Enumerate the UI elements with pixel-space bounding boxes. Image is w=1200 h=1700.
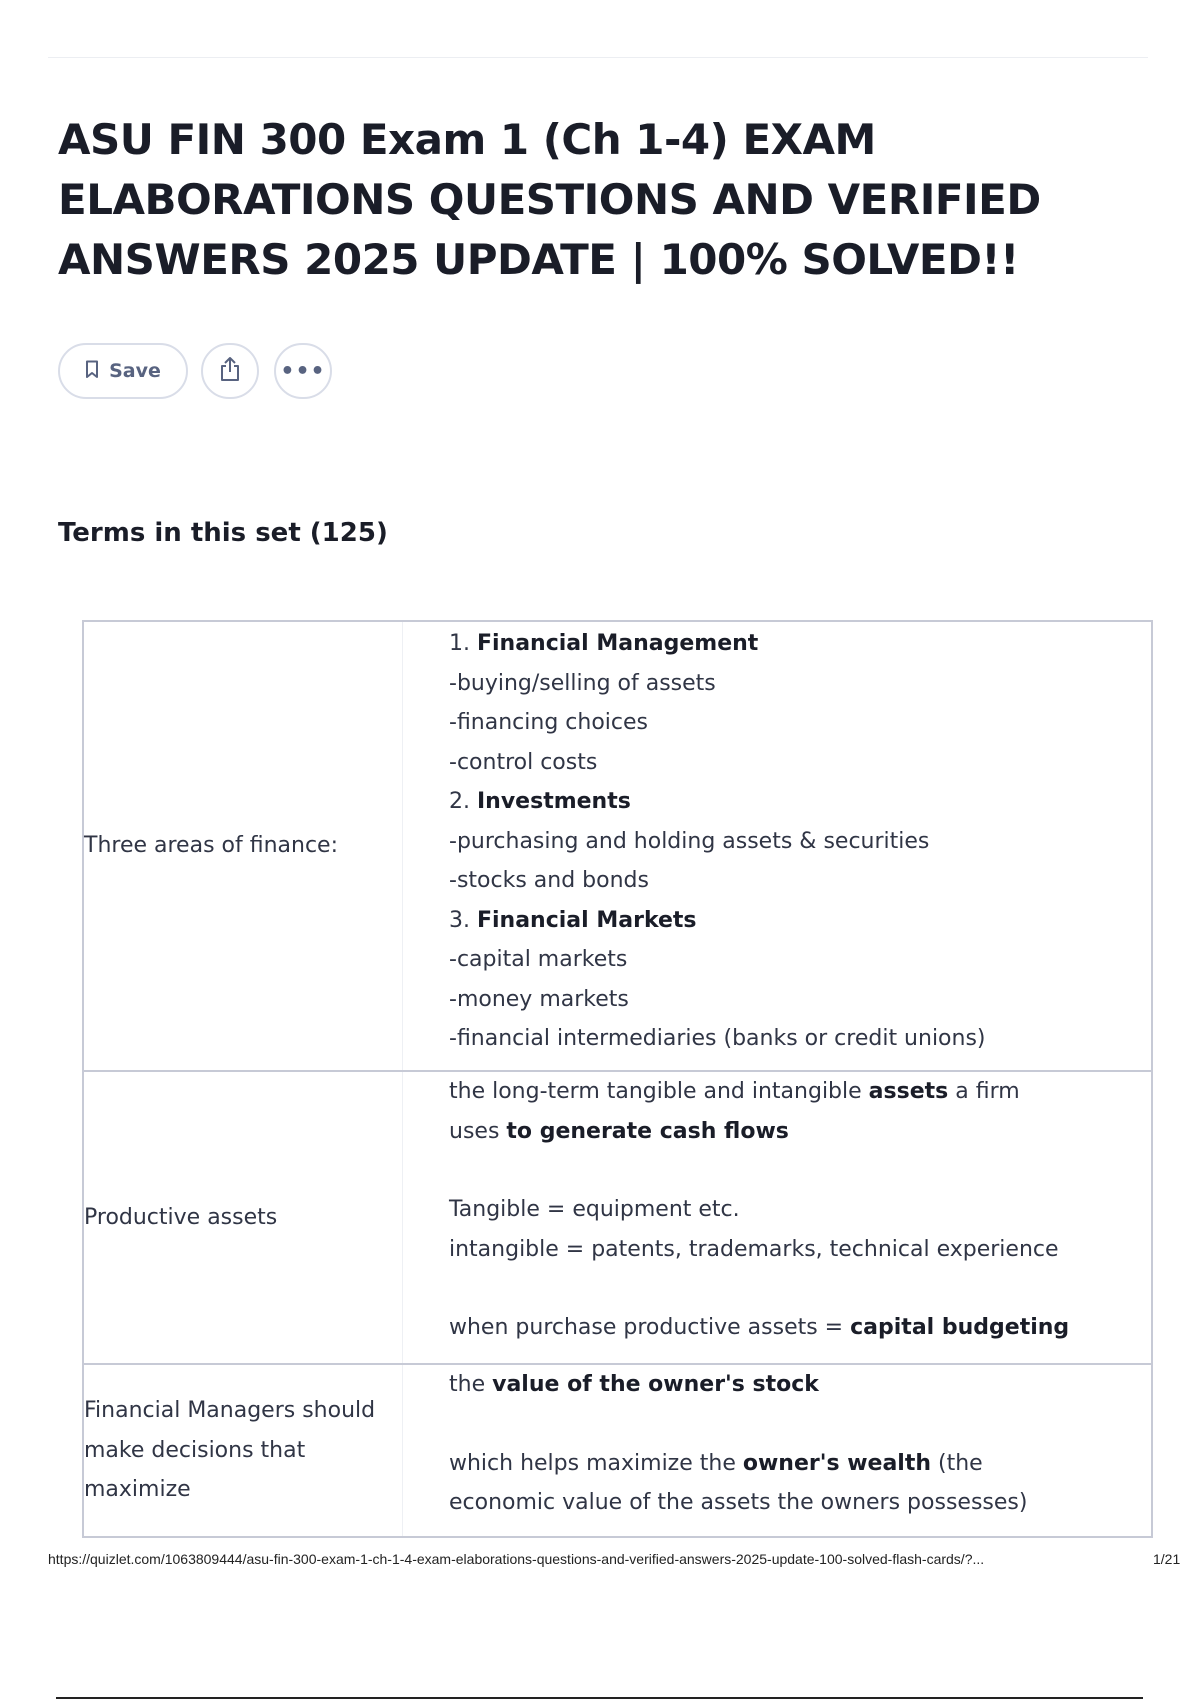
definition-line: -financing choices	[449, 710, 648, 735]
term-line: maximize	[84, 1477, 191, 1503]
definition-text: the long-term tangible and intangible	[449, 1079, 869, 1104]
share-button[interactable]	[201, 343, 259, 399]
definition-text: 2.	[449, 789, 477, 814]
more-horizontal-icon: •••	[280, 358, 326, 384]
definition-text: uses	[449, 1118, 507, 1144]
definition-text: 1.	[449, 631, 477, 656]
definition-line	[449, 624, 1151, 664]
definition-text: a firm	[948, 1079, 1020, 1104]
definition-line: economic value of the assets the owners possesses)	[449, 1490, 1028, 1515]
table-row	[83, 1071, 1152, 1364]
definition-line	[449, 1308, 1151, 1348]
term-text: Productive assets	[84, 1204, 278, 1230]
definition-emphasis: Investments	[476, 789, 631, 814]
table-row	[83, 1364, 1152, 1537]
definition-line	[449, 782, 1151, 822]
more-options-button[interactable]	[274, 343, 332, 399]
definition-line	[449, 1365, 1151, 1405]
definition-emphasis: Financial Management	[476, 631, 759, 656]
definition-spacer	[449, 1151, 1151, 1190]
term-cell	[83, 1071, 403, 1364]
definition-cell	[403, 1364, 1153, 1537]
definition-line: -stocks and bonds	[449, 868, 649, 893]
bookmark-icon	[85, 360, 99, 383]
definition-text: which helps maximize the	[449, 1450, 743, 1476]
definition-spacer	[449, 1269, 1151, 1308]
term-cell	[83, 621, 403, 1071]
definition-line: -buying/selling of assets	[449, 670, 716, 696]
definition-text: 3.	[449, 907, 477, 933]
save-button-label: Save	[109, 360, 161, 382]
definition-line: -financial intermediaries (banks or credit unions)	[449, 1026, 986, 1051]
term-text: Three areas of finance:	[84, 833, 338, 859]
term-cell	[83, 1364, 403, 1537]
definition-emphasis: assets	[868, 1079, 949, 1104]
term-text	[84, 1391, 402, 1510]
term-line: make decisions that	[84, 1437, 306, 1463]
definition-line: -money markets	[449, 986, 629, 1012]
table-row	[83, 621, 1152, 1071]
definition-text: (the	[931, 1450, 983, 1476]
definition-line: -control costs	[449, 749, 598, 775]
definition-spacer	[449, 1405, 1151, 1444]
page-title: ASU FIN 300 Exam 1 (Ch 1-4) EXAM ELABORATIONS QUESTIONS AND VERIFIED ANSWERS 2025 UPDATE | 100% SOLVED!!	[58, 115, 1041, 284]
definition-line	[449, 1072, 1151, 1112]
term-line: Financial Managers should	[84, 1398, 376, 1424]
page-number: 1/21	[1153, 1551, 1181, 1567]
definition-line	[449, 901, 1151, 941]
share-icon	[218, 356, 242, 386]
bottom-divider	[56, 1697, 1143, 1699]
terms-heading: Terms in this set (125)	[58, 518, 388, 548]
definition-line	[449, 1112, 1151, 1152]
definition-emphasis: to generate cash flows	[506, 1118, 789, 1144]
save-button[interactable]	[58, 343, 188, 399]
definition-emphasis: value of the owner's stock	[492, 1372, 819, 1397]
terms-table	[82, 620, 1153, 1538]
header-divider	[48, 57, 1148, 58]
definition-line	[449, 1444, 1151, 1484]
definition-text: when purchase productive assets =	[449, 1315, 851, 1340]
definition-emphasis: owner's wealth	[742, 1450, 932, 1476]
definition-emphasis: capital budgeting	[850, 1315, 1070, 1340]
definition-emphasis: Financial Markets	[476, 907, 697, 933]
definition-line: intangible = patents, trademarks, technical experience	[449, 1236, 1059, 1262]
print-url: https://quizlet.com/1063809444/asu-fin-300-exam-1-ch-1-4-exam-elaborations-questions-and-verified-answers-2025-update-100-solved-flash-cards/?...	[48, 1551, 985, 1567]
definition-line: -purchasing and holding assets & securities	[449, 828, 930, 854]
definition-text: the	[449, 1372, 493, 1397]
definition-line: -capital markets	[449, 947, 628, 972]
definition-cell	[403, 621, 1153, 1071]
definition-cell	[403, 1071, 1153, 1364]
definition-line: Tangible = equipment etc.	[449, 1197, 740, 1222]
